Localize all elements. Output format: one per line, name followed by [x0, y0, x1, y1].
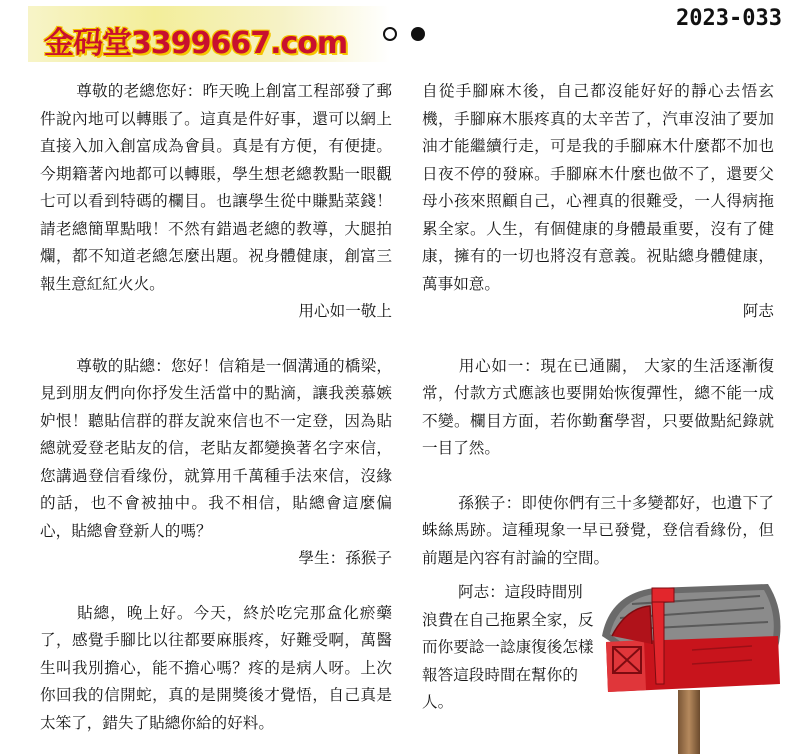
letter-3-continued-body: 自從手腳麻木後，自己都沒能好好的靜心去悟玄機，手腳麻木脹疼真的太辛苦了，汽車沒油了要加油才能繼續行走，可是我的手腳麻木什麼都不加也日夜不停的發麻。手腳麻木什麼也做不了，還要父母小孩來照顧自己，心裡真的很難受，一人得病拖累全家。人生，有個健康的身體最重要，沒有了健康，擁有的一切也將沒有意義。祝貼總身體健康，萬事如意。 — [422, 82, 774, 293]
left-column — [40, 78, 392, 737]
letter-3 — [40, 600, 392, 738]
letter-1 — [40, 78, 392, 326]
reply-1 — [422, 353, 774, 463]
letter-2 — [40, 353, 392, 573]
letter-3-signature: 阿志 — [742, 302, 774, 320]
letter-1-body: 尊敬的老總您好：昨天晚上創富工程部發了郵件說內地可以轉賬了。這真是件好事，還可以網上直接入加入創富成為會員。真是有方便，有便捷。今期籍著內地都可以轉賬，學生想老總教點一眼觀七可以看到特碼的欄目。也讓學生從中賺點菜錢！請老總簡單點哦！不然有錯過老總的教導，大腿拍爛，都不知道老總怎麼出題。祝身體健康，創富三報生意紅紅火火。 — [40, 82, 392, 293]
reply-3 — [422, 579, 598, 717]
reply-2 — [422, 490, 774, 573]
letter-1-signature: 用心如一敬上 — [298, 302, 392, 320]
letter-3-body: 貼總，晚上好。今天，終於吃完那盒化瘀藥了，感覺手腳比以往都要麻脹疼，好難受啊，萬醫生叫我別擔心，能不擔心嗎？疼的是病人呀。上次你回我的信開蛇，真的是開獎後才覺悟，自己真是太笨了，錯失了貼總你給的好料。 — [40, 603, 392, 732]
brand-logo: 金码堂3399667.com — [44, 26, 348, 61]
letter-2-body: 尊敬的貼總：您好！信箱是一個溝通的橋梁，見到朋友們向你抒发生活當中的點滴，讓我羡慕嫉妒恨！聽貼信群的群友說來信也不一定登，因為貼總就爱登老貼友的信，老貼友都變換著名字來信，您講過登信看缘份，就算用千萬種手法來信，沒緣的話，也不會被抽中。我不相信，貼總會這麼偏心，貼總會登新人的嗎？ — [40, 356, 392, 540]
issue-number: 2023-033 — [676, 6, 782, 31]
dot-hollow-icon — [383, 27, 397, 41]
letter-3-continued — [422, 78, 774, 326]
reply-1-body: 用心如一：現在已通關， 大家的生活逐漸復常，付款方式應該也要開始恢復彈性，總不能一成不變。欄目方面，若你勤奮學習，只要做點紀錄就一目了然。 — [422, 356, 774, 457]
reply-3-body: 阿志：這段時間別浪費在自己拖累全家，反而你要諗一諗康復後怎樣報答這段時間在幫你的人。 — [422, 583, 594, 711]
dot-filled-icon — [411, 27, 425, 41]
right-column — [422, 78, 774, 572]
mailbox-illustration — [592, 572, 787, 754]
letter-2-signature: 學生：孫猴子 — [298, 549, 392, 567]
reply-2-body: 孫猴子：即使你們有三十多變都好，也遺下了蛛絲馬跡。這種現象一早已發覺，登信看緣份，但前題是內容有討論的空間。 — [422, 493, 774, 567]
